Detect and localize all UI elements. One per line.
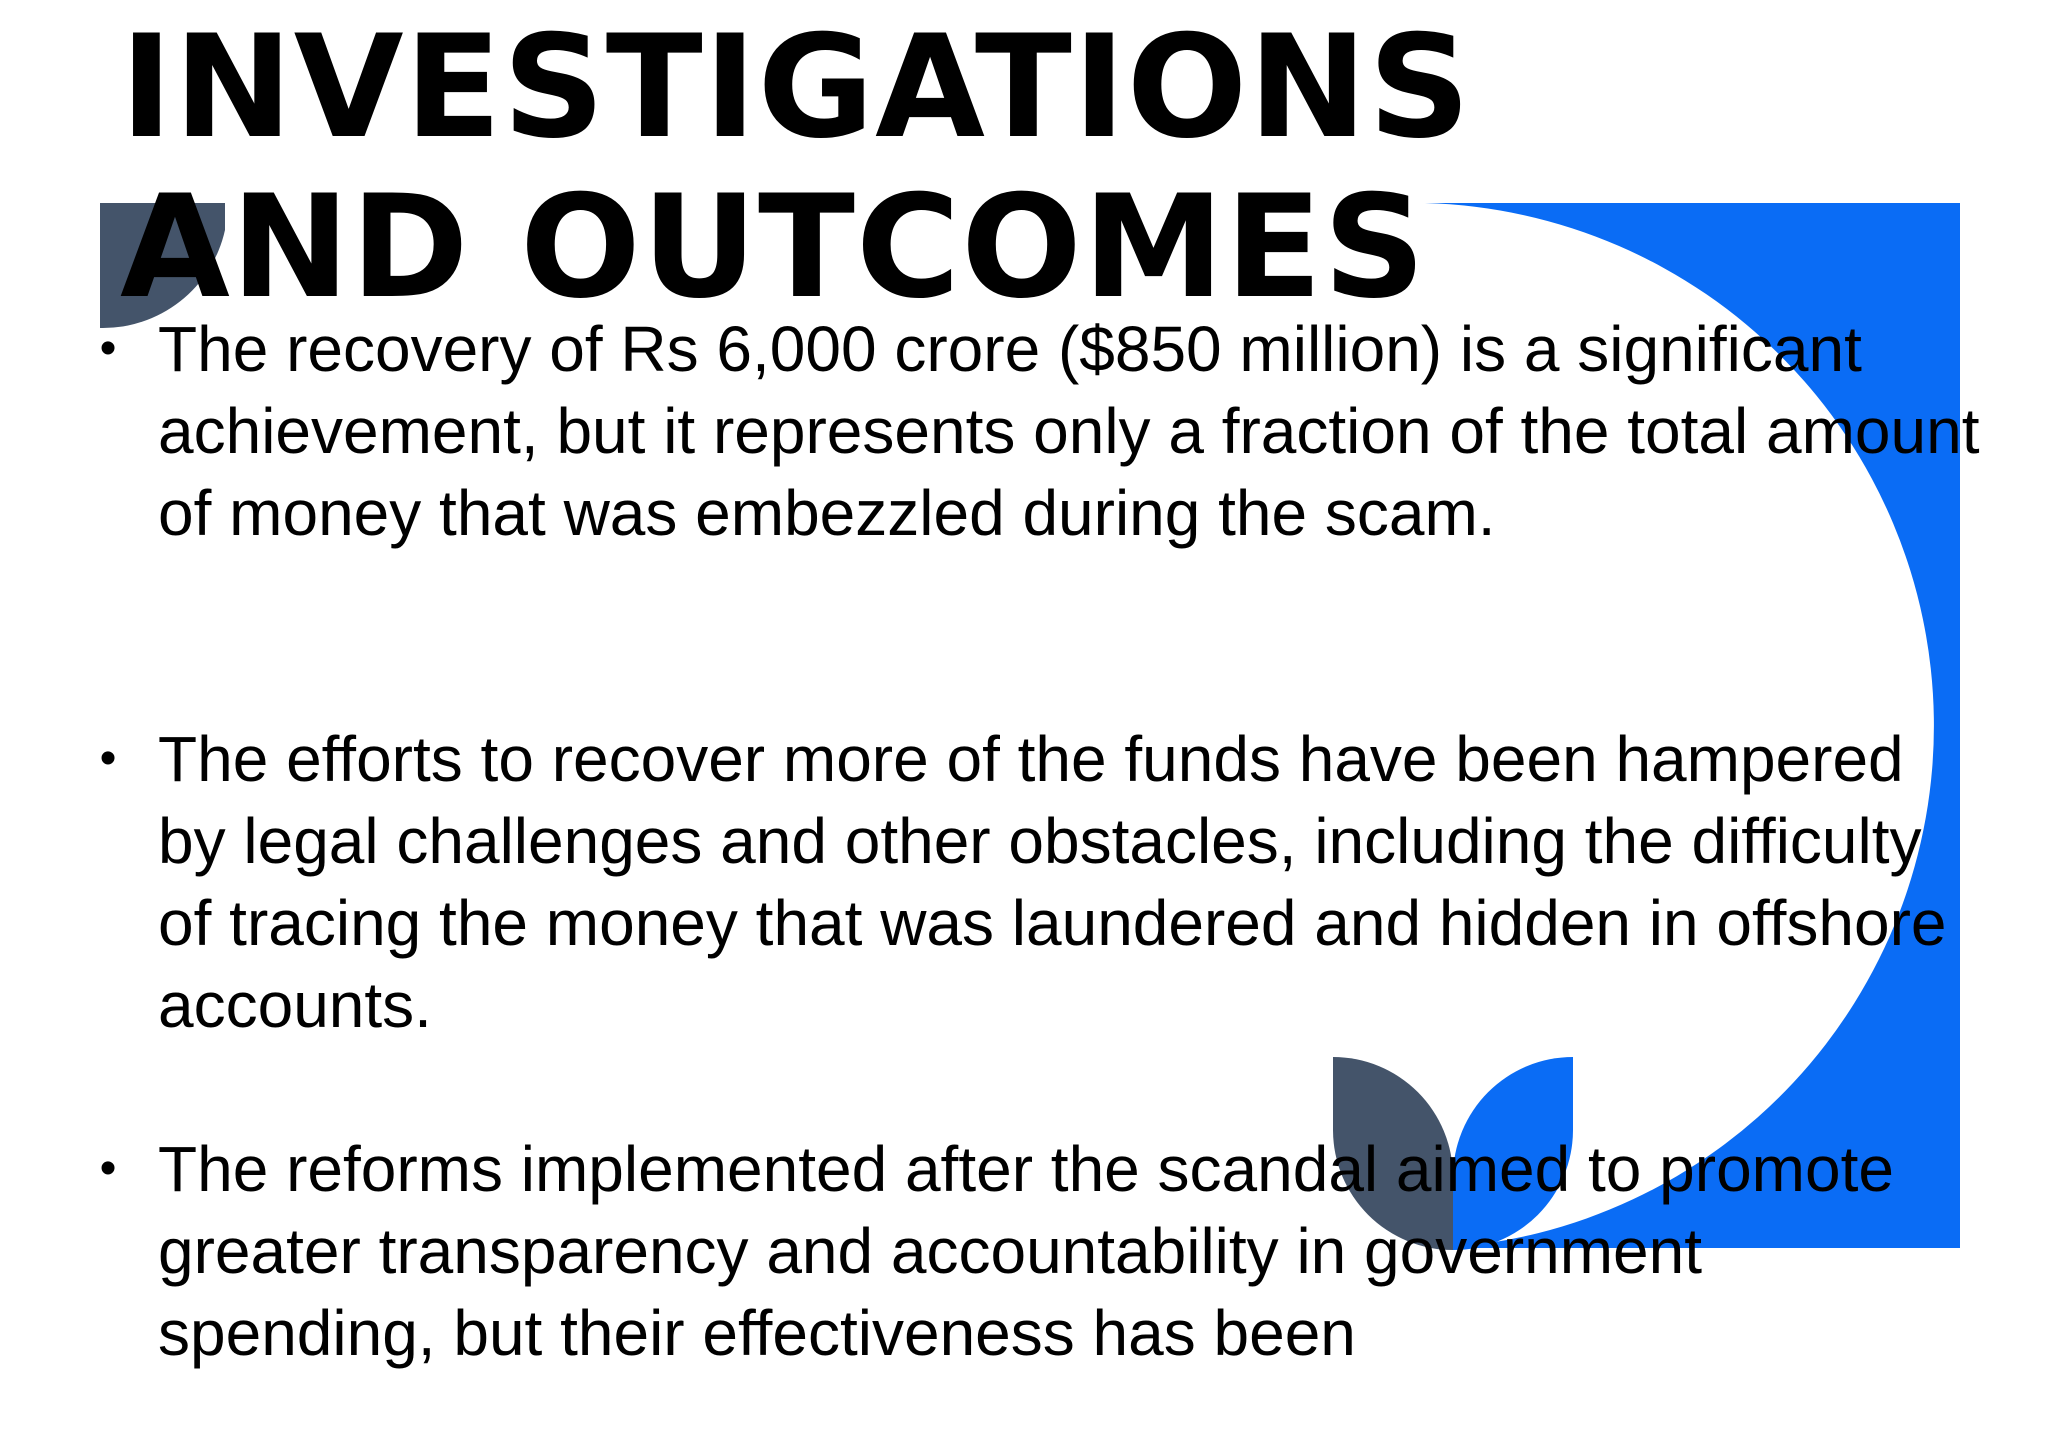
bullet-text: The recovery of Rs 6,000 crore ($850 million) is a significant achievement, but it represents only a fraction of the total amount of money that was embezzled during the scam. [158,313,1980,549]
bullet-list [80,308,1980,1374]
bullet-marker: • [99,322,117,375]
bullet-item [80,1128,1980,1374]
bullet-item [80,718,1980,1046]
bullet-item [80,308,1980,554]
bullet-text: The efforts to recover more of the funds have been hampered by legal challenges and other obstacles, including the difficulty of tracing the money that was laundered and hidden in offshore accounts. [158,723,1947,1041]
bullet-marker: • [99,732,117,785]
bullet-text: The reforms implemented after the scandal aimed to promote greater transparency and accountability in government spending, but their effectiveness has been [158,1133,1894,1369]
bullet-marker: • [99,1142,117,1195]
slide-title: INVESTIGATIONS AND OUTCOMES [120,5,1472,330]
